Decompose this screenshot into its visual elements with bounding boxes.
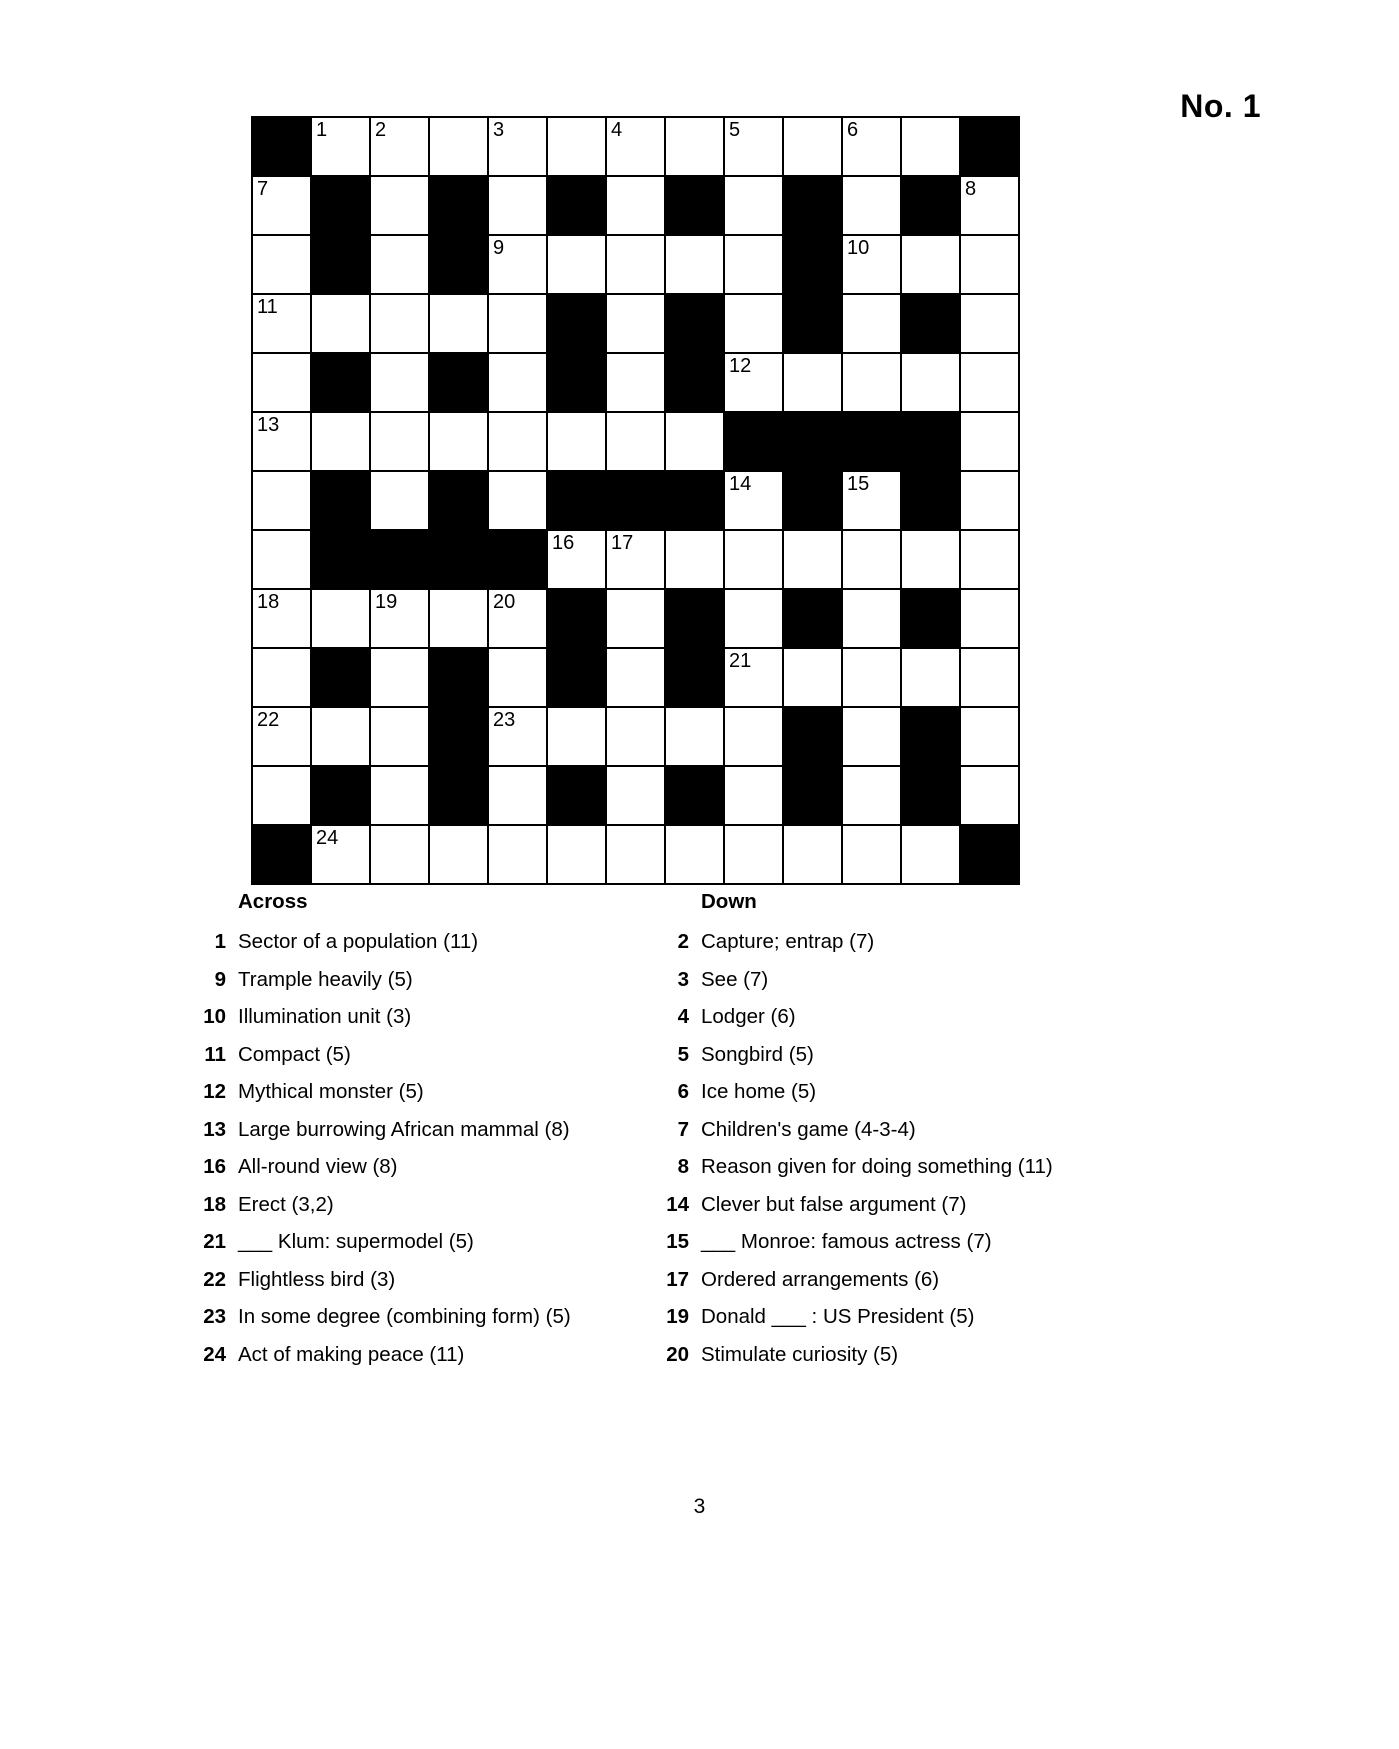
clue-row[interactable] — [656, 1005, 1196, 1029]
clue-number: 21 — [203, 1230, 226, 1253]
grid-cell[interactable] — [783, 117, 842, 176]
clue-text: Lodger (6) — [701, 1005, 796, 1028]
grid-block-cell — [311, 530, 370, 589]
grid-cell[interactable] — [429, 294, 488, 353]
grid-cell[interactable] — [606, 825, 665, 884]
grid-cell[interactable] — [606, 294, 665, 353]
clue-text: Ice home (5) — [701, 1080, 817, 1103]
across-column — [196, 890, 656, 1380]
grid-block-cell — [901, 471, 960, 530]
grid-block-cell — [901, 589, 960, 648]
clue-number: 2 — [677, 930, 689, 953]
clue-text: Ordered arrangements (6) — [701, 1267, 940, 1291]
grid-cell[interactable] — [311, 589, 370, 648]
grid-block-cell — [665, 294, 724, 353]
clue-number: 4 — [677, 1005, 689, 1028]
grid-cell[interactable] — [370, 412, 429, 471]
grid-block-cell — [665, 766, 724, 825]
grid-cell[interactable] — [606, 176, 665, 235]
grid-block-cell — [429, 235, 488, 294]
grid-cell[interactable] — [724, 294, 783, 353]
grid-block-cell — [547, 176, 606, 235]
grid-cell[interactable] — [311, 825, 370, 884]
clue-text: Mythical monster (5) — [238, 1080, 424, 1103]
grid-cell-number: 15 — [847, 473, 870, 495]
grid-cell[interactable] — [252, 589, 311, 648]
grid-cell[interactable] — [370, 589, 429, 648]
grid-cell[interactable] — [606, 707, 665, 766]
grid-cell[interactable] — [842, 176, 901, 235]
grid-cell-number: 23 — [493, 709, 516, 731]
grid-cell[interactable] — [901, 825, 960, 884]
grid-block-cell — [547, 589, 606, 648]
grid-block-cell — [665, 648, 724, 707]
clue-row[interactable] — [656, 1305, 1196, 1329]
clue-text: Songbird (5) — [701, 1042, 814, 1066]
grid-row — [252, 294, 1019, 353]
clue-number: 10 — [203, 1005, 226, 1028]
clue-text: Capture; entrap (7) — [701, 930, 875, 953]
grid-cell[interactable] — [606, 530, 665, 589]
grid-cell[interactable] — [724, 589, 783, 648]
grid-cell-number: 22 — [257, 709, 280, 731]
grid-block-cell — [429, 766, 488, 825]
grid-cell[interactable] — [960, 353, 1019, 412]
grid-cell[interactable] — [488, 471, 547, 530]
grid-cell-number: 3 — [493, 119, 505, 141]
crossword-grid-table[interactable] — [251, 116, 1020, 885]
clue-row[interactable] — [196, 1005, 656, 1029]
grid-cell[interactable] — [960, 530, 1019, 589]
clue-number: 6 — [677, 1080, 689, 1103]
clue-number: 7 — [677, 1117, 689, 1141]
clue-row[interactable] — [196, 968, 656, 992]
grid-block-cell — [783, 294, 842, 353]
grid-cell[interactable] — [370, 294, 429, 353]
grid-block-cell — [665, 353, 724, 412]
grid-block-cell — [842, 412, 901, 471]
grid-cell[interactable] — [842, 648, 901, 707]
grid-cell[interactable] — [724, 825, 783, 884]
grid-cell-number: 8 — [965, 178, 977, 200]
puzzle-number: No. 1 — [1180, 88, 1261, 124]
grid-cell[interactable] — [783, 648, 842, 707]
grid-cell[interactable] — [724, 471, 783, 530]
grid-block-cell — [783, 471, 842, 530]
clue-number: 18 — [203, 1192, 226, 1216]
clue-row[interactable] — [656, 1080, 1196, 1104]
grid-row — [252, 707, 1019, 766]
grid-block-cell — [311, 353, 370, 412]
grid-block-cell — [547, 294, 606, 353]
grid-cell[interactable] — [488, 235, 547, 294]
clue-row[interactable] — [196, 1268, 656, 1292]
grid-cell[interactable] — [606, 353, 665, 412]
clue-text: Stimulate curiosity (5) — [701, 1342, 899, 1366]
grid-cell-number: 18 — [257, 591, 280, 613]
clue-text: ___ Klum: supermodel (5) — [238, 1230, 474, 1253]
grid-block-cell — [429, 471, 488, 530]
grid-cell-number: 19 — [375, 591, 398, 613]
grid-cell[interactable] — [665, 707, 724, 766]
clue-number: 11 — [204, 1042, 226, 1066]
grid-cell[interactable] — [311, 707, 370, 766]
clue-number: 22 — [203, 1267, 226, 1291]
grid-cell[interactable] — [901, 235, 960, 294]
clue-text: See (7) — [701, 967, 769, 991]
grid-cell[interactable] — [429, 117, 488, 176]
grid-block-cell — [252, 117, 311, 176]
grid-cell[interactable] — [960, 766, 1019, 825]
grid-cell[interactable] — [606, 117, 665, 176]
grid-block-cell — [311, 235, 370, 294]
grid-cell[interactable] — [842, 235, 901, 294]
grid-cell-number: 7 — [257, 178, 269, 200]
grid-cell[interactable] — [960, 235, 1019, 294]
grid-block-cell — [311, 176, 370, 235]
grid-cell-number: 20 — [493, 591, 516, 613]
grid-cell[interactable] — [842, 117, 901, 176]
grid-cell[interactable] — [370, 353, 429, 412]
clue-text: Compact (5) — [238, 1042, 351, 1066]
clue-row[interactable] — [196, 1155, 656, 1179]
clue-number: 15 — [666, 1230, 689, 1253]
grid-cell[interactable] — [370, 648, 429, 707]
clue-row[interactable] — [656, 1155, 1196, 1179]
grid-cell[interactable] — [429, 825, 488, 884]
grid-cell[interactable] — [547, 117, 606, 176]
grid-cell[interactable] — [901, 117, 960, 176]
clue-number: 9 — [214, 967, 226, 991]
crossword-grid[interactable] — [251, 116, 1020, 885]
grid-cell[interactable] — [252, 471, 311, 530]
grid-cell[interactable] — [547, 412, 606, 471]
grid-cell[interactable] — [783, 353, 842, 412]
grid-cell[interactable] — [370, 117, 429, 176]
grid-cell[interactable] — [842, 766, 901, 825]
grid-cell-number: 13 — [257, 414, 280, 436]
clue-number: 20 — [666, 1342, 689, 1366]
clue-text: Trample heavily (5) — [238, 967, 413, 991]
grid-block-cell — [488, 530, 547, 589]
grid-block-cell — [547, 766, 606, 825]
grid-cell[interactable] — [724, 117, 783, 176]
grid-cell[interactable] — [547, 530, 606, 589]
grid-row — [252, 648, 1019, 707]
grid-block-cell — [783, 412, 842, 471]
grid-block-cell — [311, 766, 370, 825]
grid-cell-number: 6 — [847, 119, 859, 141]
grid-block-cell — [311, 471, 370, 530]
grid-cell-number: 10 — [847, 237, 870, 259]
grid-cell[interactable] — [488, 825, 547, 884]
down-column — [656, 890, 1196, 1380]
grid-cell[interactable] — [311, 294, 370, 353]
grid-cell[interactable] — [665, 530, 724, 589]
grid-cell[interactable] — [488, 176, 547, 235]
grid-cell[interactable] — [370, 707, 429, 766]
clue-row[interactable] — [196, 1118, 656, 1142]
grid-cell[interactable] — [252, 530, 311, 589]
grid-row — [252, 176, 1019, 235]
grid-cell[interactable] — [252, 648, 311, 707]
grid-row — [252, 766, 1019, 825]
clue-row[interactable] — [196, 1305, 656, 1329]
clue-row[interactable] — [656, 930, 1196, 954]
grid-cell[interactable] — [606, 235, 665, 294]
grid-cell-number: 9 — [493, 237, 505, 259]
grid-block-cell — [606, 471, 665, 530]
clue-number: 16 — [203, 1155, 226, 1178]
grid-cell[interactable] — [252, 412, 311, 471]
clue-text: All-round view (8) — [238, 1155, 398, 1178]
grid-row — [252, 235, 1019, 294]
grid-cell[interactable] — [606, 589, 665, 648]
grid-cell[interactable] — [665, 825, 724, 884]
grid-cell-number: 17 — [611, 532, 634, 554]
grid-cell[interactable] — [547, 707, 606, 766]
clue-text: Children's game (4-3-4) — [701, 1117, 916, 1141]
grid-block-cell — [665, 176, 724, 235]
grid-cell[interactable] — [606, 412, 665, 471]
grid-block-cell — [901, 707, 960, 766]
clue-row[interactable] — [196, 930, 656, 954]
grid-cell-number: 21 — [729, 650, 752, 672]
grid-block-cell — [783, 766, 842, 825]
grid-block-cell — [901, 176, 960, 235]
grid-cell-number: 24 — [316, 827, 339, 849]
grid-cell[interactable] — [960, 176, 1019, 235]
across-heading: Across — [238, 890, 308, 913]
grid-cell[interactable] — [488, 117, 547, 176]
grid-block-cell — [783, 707, 842, 766]
grid-cell[interactable] — [370, 471, 429, 530]
grid-cell[interactable] — [960, 707, 1019, 766]
grid-block-cell — [311, 648, 370, 707]
grid-block-cell — [960, 825, 1019, 884]
grid-cell[interactable] — [488, 648, 547, 707]
clue-row[interactable] — [656, 1043, 1196, 1067]
down-clue-list — [656, 930, 1196, 1367]
grid-row — [252, 589, 1019, 648]
grid-block-cell — [665, 471, 724, 530]
clue-row[interactable] — [196, 1343, 656, 1367]
clue-number: 13 — [203, 1117, 226, 1141]
grid-cell[interactable] — [724, 530, 783, 589]
grid-cell[interactable] — [488, 294, 547, 353]
grid-cell-number: 1 — [316, 119, 328, 141]
clue-row[interactable] — [656, 1343, 1196, 1367]
clue-number: 19 — [666, 1305, 689, 1328]
clue-row[interactable] — [196, 1193, 656, 1217]
grid-cell[interactable] — [960, 471, 1019, 530]
grid-block-cell — [783, 176, 842, 235]
grid-block-cell — [960, 117, 1019, 176]
grid-cell[interactable] — [842, 589, 901, 648]
grid-cell[interactable] — [960, 648, 1019, 707]
grid-cell[interactable] — [842, 707, 901, 766]
grid-cell[interactable] — [724, 648, 783, 707]
clue-row[interactable] — [196, 1230, 656, 1254]
grid-cell[interactable] — [488, 589, 547, 648]
clue-text: Illumination unit (3) — [238, 1005, 412, 1028]
grid-cell[interactable] — [547, 235, 606, 294]
grid-cell[interactable] — [783, 825, 842, 884]
grid-cell[interactable] — [960, 412, 1019, 471]
grid-cell[interactable] — [724, 176, 783, 235]
clues-section — [196, 890, 1206, 1380]
grid-block-cell — [547, 648, 606, 707]
grid-block-cell — [783, 589, 842, 648]
grid-cell[interactable] — [252, 353, 311, 412]
grid-cell[interactable] — [606, 766, 665, 825]
grid-cell[interactable] — [901, 353, 960, 412]
grid-cell[interactable] — [370, 825, 429, 884]
grid-cell[interactable] — [370, 235, 429, 294]
down-heading: Down — [701, 890, 757, 913]
grid-block-cell — [783, 235, 842, 294]
clue-text: Erect (3,2) — [238, 1192, 334, 1216]
grid-cell[interactable] — [783, 530, 842, 589]
grid-cell[interactable] — [311, 412, 370, 471]
grid-row — [252, 412, 1019, 471]
grid-block-cell — [429, 353, 488, 412]
grid-cell[interactable] — [488, 412, 547, 471]
grid-block-cell — [252, 825, 311, 884]
clue-row[interactable] — [196, 1043, 656, 1067]
clue-row[interactable] — [656, 1268, 1196, 1292]
grid-row — [252, 117, 1019, 176]
grid-cell[interactable] — [842, 471, 901, 530]
grid-cell[interactable] — [665, 117, 724, 176]
grid-cell[interactable] — [252, 235, 311, 294]
grid-cell[interactable] — [665, 235, 724, 294]
grid-cell-number: 12 — [729, 355, 752, 377]
grid-block-cell — [665, 589, 724, 648]
grid-block-cell — [370, 530, 429, 589]
grid-block-cell — [547, 353, 606, 412]
page-number: 3 — [693, 1495, 706, 1518]
clue-number: 3 — [677, 967, 689, 991]
grid-cell[interactable] — [311, 117, 370, 176]
grid-cell[interactable] — [252, 766, 311, 825]
grid-row — [252, 471, 1019, 530]
clue-row[interactable] — [656, 1230, 1196, 1254]
clue-number: 17 — [666, 1267, 689, 1291]
clue-text: Flightless bird (3) — [238, 1267, 396, 1291]
grid-block-cell — [429, 530, 488, 589]
grid-row — [252, 825, 1019, 884]
grid-cell[interactable] — [960, 589, 1019, 648]
grid-row — [252, 353, 1019, 412]
grid-cell[interactable] — [842, 294, 901, 353]
grid-cell[interactable] — [901, 530, 960, 589]
grid-block-cell — [429, 176, 488, 235]
grid-cell[interactable] — [547, 825, 606, 884]
grid-cell[interactable] — [252, 176, 311, 235]
clue-number: 23 — [203, 1305, 226, 1328]
clue-number: 14 — [666, 1192, 689, 1216]
grid-cell[interactable] — [429, 589, 488, 648]
grid-cell[interactable] — [724, 235, 783, 294]
clue-number: 12 — [203, 1080, 226, 1103]
grid-cell[interactable] — [842, 353, 901, 412]
grid-cell[interactable] — [370, 766, 429, 825]
clue-number: 5 — [677, 1042, 689, 1066]
clue-text: Large burrowing African mammal (8) — [238, 1117, 570, 1141]
clue-text: Clever but false argument (7) — [701, 1192, 967, 1216]
grid-cell[interactable] — [960, 294, 1019, 353]
clue-text: Sector of a population (11) — [238, 930, 479, 953]
clue-text: Act of making peace (11) — [238, 1342, 465, 1366]
grid-block-cell — [901, 766, 960, 825]
grid-row — [252, 530, 1019, 589]
clue-row[interactable] — [656, 968, 1196, 992]
clue-row[interactable] — [656, 1118, 1196, 1142]
across-clue-list — [196, 930, 656, 1367]
grid-cell-number: 14 — [729, 473, 752, 495]
clue-text: Donald ___ : US President (5) — [701, 1305, 975, 1328]
clue-number: 8 — [677, 1155, 689, 1178]
clue-row[interactable] — [196, 1080, 656, 1104]
grid-cell[interactable] — [724, 707, 783, 766]
grid-block-cell — [901, 412, 960, 471]
grid-cell[interactable] — [252, 294, 311, 353]
grid-cell[interactable] — [488, 353, 547, 412]
grid-block-cell — [901, 294, 960, 353]
clue-row[interactable] — [656, 1193, 1196, 1217]
grid-cell-number: 5 — [729, 119, 741, 141]
grid-cell[interactable] — [488, 766, 547, 825]
grid-cell-number: 11 — [257, 296, 278, 318]
grid-block-cell — [724, 412, 783, 471]
clue-text: Reason given for doing something (11) — [701, 1155, 1053, 1178]
clue-number: 1 — [214, 930, 226, 953]
clue-number: 24 — [203, 1342, 226, 1366]
grid-cell[interactable] — [606, 648, 665, 707]
grid-cell[interactable] — [252, 707, 311, 766]
grid-cell[interactable] — [724, 353, 783, 412]
clue-text: ___ Monroe: famous actress (7) — [701, 1230, 992, 1253]
grid-cell-number: 2 — [375, 119, 387, 141]
grid-cell[interactable] — [488, 707, 547, 766]
grid-cell[interactable] — [724, 766, 783, 825]
grid-cell[interactable] — [429, 412, 488, 471]
grid-block-cell — [547, 471, 606, 530]
grid-cell-number: 16 — [552, 532, 575, 554]
grid-cell[interactable] — [901, 648, 960, 707]
grid-block-cell — [429, 707, 488, 766]
grid-cell[interactable] — [842, 530, 901, 589]
grid-cell[interactable] — [370, 176, 429, 235]
grid-cell[interactable] — [842, 825, 901, 884]
grid-cell[interactable] — [665, 412, 724, 471]
grid-cell-number: 4 — [611, 119, 623, 141]
grid-block-cell — [429, 648, 488, 707]
clue-text: In some degree (combining form) (5) — [238, 1305, 571, 1328]
